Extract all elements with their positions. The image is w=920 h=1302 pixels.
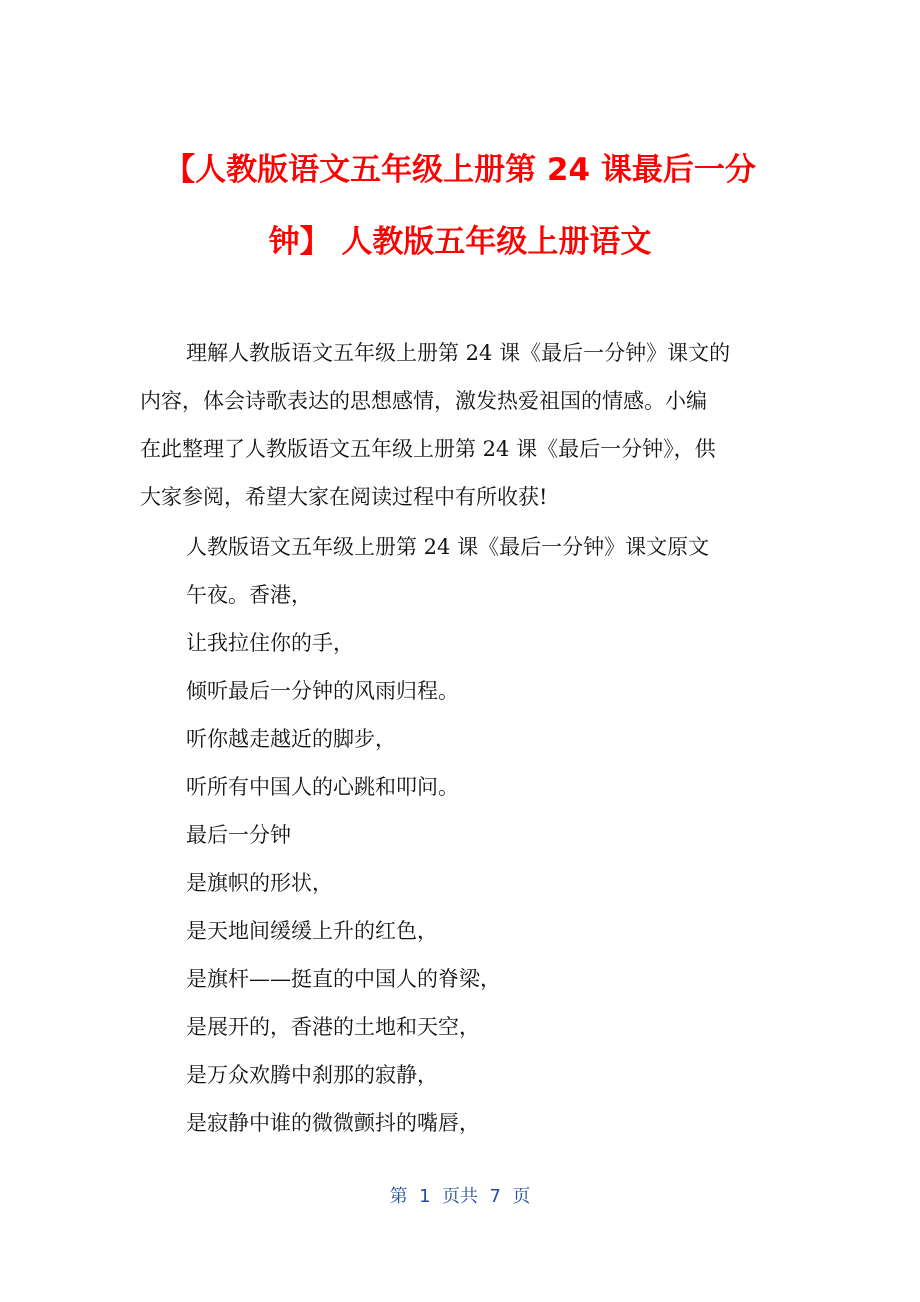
page-number-footer: 第 1 页共 7 页	[389, 1186, 531, 1207]
document-title-line-2: 钟】 人教版五年级上册语文	[268, 224, 652, 260]
poem-line: 听你越走越近的脚步，	[186, 727, 396, 751]
poem-line: 是天地间缓缓上升的红色，	[186, 919, 438, 943]
poem-line: 午夜。香港，	[186, 583, 312, 607]
poem-line: 是旗帜的形状，	[186, 871, 333, 895]
poem-line: 是万众欢腾中刹那的寂静，	[186, 1063, 438, 1087]
intro-paragraph-line: 大家参阅，希望大家在阅读过程中有所收获!	[140, 485, 548, 509]
poem-line: 让我拉住你的手，	[186, 631, 354, 655]
document-title-line-1: 【人教版语文五年级上册第 24 课最后一分	[164, 152, 756, 188]
intro-paragraph-line: 在此整理了人教版语文五年级上册第 24 课《最后一分钟》，供	[140, 437, 716, 461]
poem-line: 是寂静中谁的微微颤抖的嘴唇，	[186, 1111, 480, 1135]
poem-line: 最后一分钟	[186, 823, 291, 847]
intro-paragraph-line: 内容，体会诗歌表达的思想感情，激发热爱祖国的情感。小编	[140, 389, 707, 413]
poem-line: 是展开的，香港的土地和天空，	[186, 1015, 480, 1039]
poem-line: 听所有中国人的心跳和叩问。	[186, 775, 459, 799]
poem-line: 倾听最后一分钟的风雨归程。	[186, 679, 459, 703]
intro-paragraph-line: 理解人教版语文五年级上册第 24 课《最后一分钟》课文的	[186, 341, 731, 365]
poem-line: 是旗杆——挺直的中国人的脊梁，	[186, 967, 501, 991]
section-heading: 人教版语文五年级上册第 24 课《最后一分钟》课文原文	[186, 535, 710, 559]
